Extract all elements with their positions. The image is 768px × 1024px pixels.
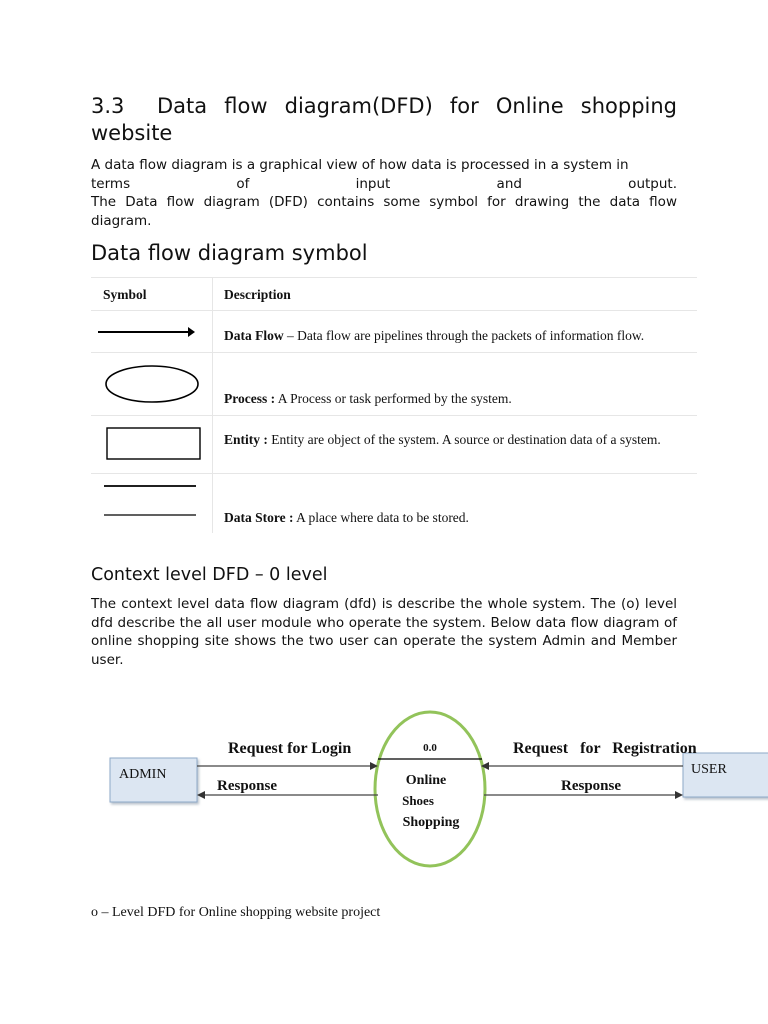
intro-line-1: A data flow diagram is a graphical view of how data is processed in a system in bbox=[91, 157, 629, 173]
data-flow-term: Data Flow bbox=[224, 328, 284, 343]
section-number: 3.3 bbox=[91, 94, 125, 118]
entity-term: Entity : bbox=[224, 432, 268, 447]
intro-paragraph bbox=[91, 156, 677, 230]
parallel-lines-icon bbox=[91, 474, 212, 534]
entity-description bbox=[224, 431, 664, 449]
data-store-symbol bbox=[91, 474, 212, 534]
process-symbol bbox=[91, 353, 212, 416]
data-store-description bbox=[224, 510, 694, 526]
section-title: Data flow diagram(DFD) for Online shopping website bbox=[91, 94, 677, 145]
admin-request-label: Request for Login bbox=[228, 740, 352, 757]
user-response-label: Response bbox=[561, 778, 622, 794]
table-row-process bbox=[91, 352, 697, 416]
data-flow-text: Data flow are pipelines through the packets of information flow. bbox=[297, 328, 645, 343]
data-flow-symbol bbox=[91, 311, 212, 353]
admin-response-label: Response bbox=[217, 778, 278, 794]
process-circle bbox=[375, 712, 485, 866]
data-flow-description bbox=[224, 328, 694, 344]
user-request-flow bbox=[481, 740, 697, 770]
data-store-term: Data Store : bbox=[224, 510, 294, 525]
diagram-caption: o – Level DFD for Online shopping website project bbox=[91, 905, 381, 920]
admin-label: ADMIN bbox=[119, 767, 167, 782]
process-term: Process : bbox=[224, 391, 276, 406]
admin-response-flow bbox=[197, 778, 378, 799]
context-heading: Context level DFD – 0 level bbox=[91, 565, 328, 585]
entity-text: Entity are object of the system. A source or destination data of a system. bbox=[271, 432, 661, 447]
admin-entity bbox=[110, 758, 197, 802]
table-header-row bbox=[91, 277, 697, 311]
user-request-label: Request for Registration bbox=[513, 740, 697, 757]
process-label-line-2: Shoes bbox=[402, 793, 434, 808]
entity-symbol bbox=[91, 416, 212, 474]
table-row-data-store bbox=[91, 473, 697, 534]
intro-line-2: terms of input and output. bbox=[91, 175, 677, 192]
process-text: A Process or task performed by the system. bbox=[277, 391, 512, 406]
context-dfd-diagram bbox=[0, 700, 768, 900]
context-paragraph: The context level data flow diagram (dfd) is describe the whole system. The (o) level dfd describe the all user module who operate the system. Below data flow diagram of online shopping site shows the two user can operate the system Admin and Member user. bbox=[91, 596, 677, 668]
arrow-icon bbox=[91, 311, 212, 353]
intro-line-3: The Data flow diagram (DFD) contains some symbol for drawing the data flow diagram. bbox=[91, 194, 677, 229]
table-row-entity bbox=[91, 415, 697, 474]
user-response-flow bbox=[484, 778, 683, 799]
data-store-text: A place where data to be stored. bbox=[296, 510, 469, 525]
rectangle-icon bbox=[91, 416, 212, 474]
process-description bbox=[224, 391, 694, 407]
ellipse-icon bbox=[91, 353, 212, 416]
process-number: 0.0 bbox=[423, 742, 437, 754]
table-row-data-flow bbox=[91, 310, 697, 353]
user-entity bbox=[683, 753, 768, 797]
section-heading bbox=[91, 93, 677, 147]
process-label-line-3: Shopping bbox=[402, 815, 460, 830]
header-symbol: Symbol bbox=[103, 287, 147, 302]
admin-request-flow bbox=[197, 740, 378, 770]
process-label-line-1: Online bbox=[405, 773, 447, 788]
symbols-heading: Data flow diagram symbol bbox=[91, 241, 368, 265]
data-flow-separator: – bbox=[283, 328, 298, 343]
user-label: USER bbox=[691, 762, 727, 777]
header-description: Description bbox=[224, 287, 291, 302]
